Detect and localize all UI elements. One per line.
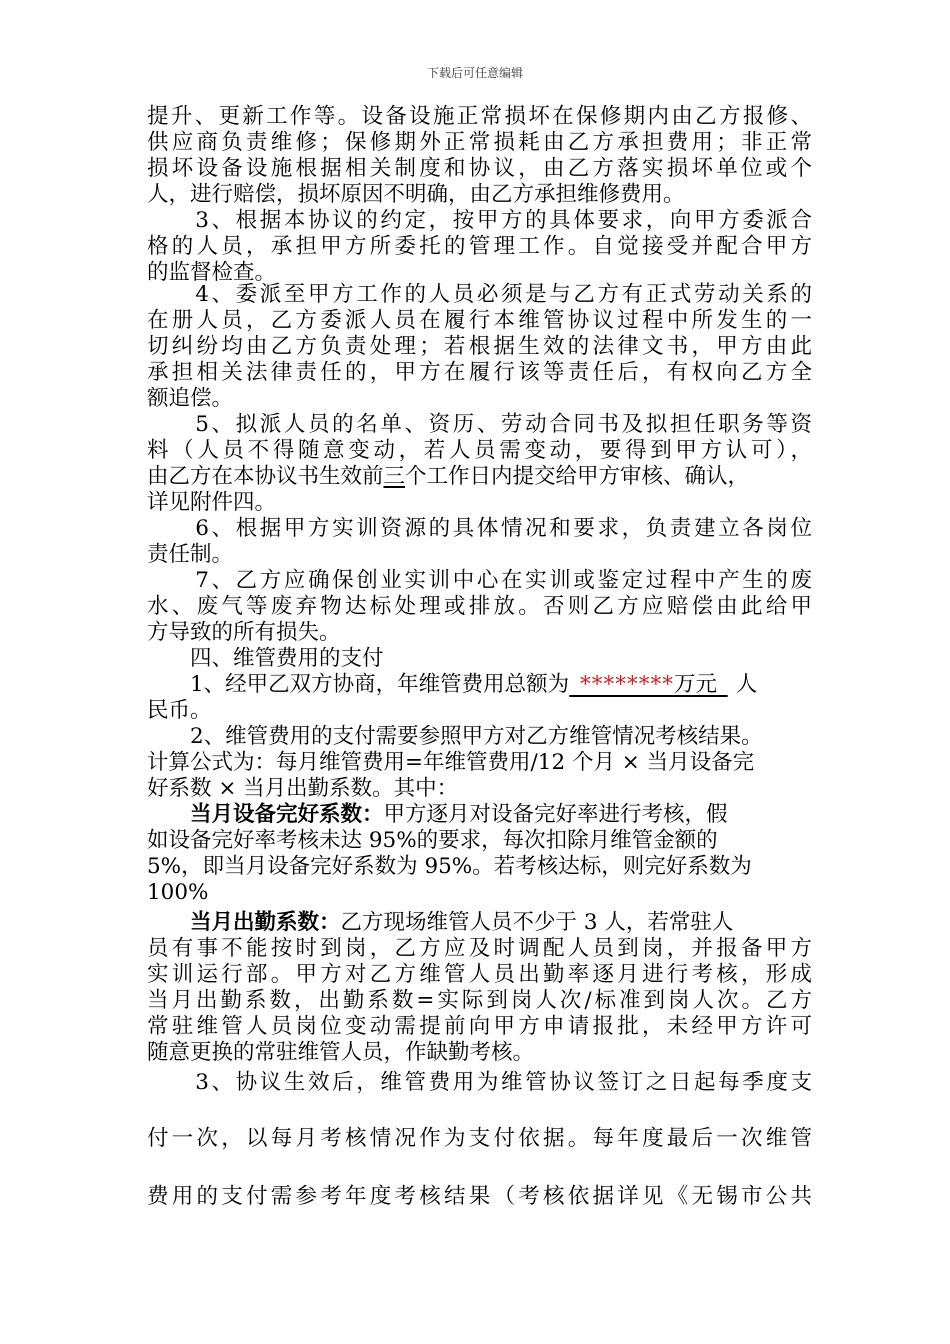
text-line: 供应商负责维修；保修期外正常损耗由乙方承担费用；非正常: [147, 130, 812, 155]
text-line: 6、根据甲方实训资源的具体情况和要求，负责建立各岗位: [147, 516, 812, 541]
text-line: 员有事不能按时到岗，乙方应及时调配人员到岗，并报备甲方: [147, 936, 812, 961]
text-line: 格的人员，承担甲方所委托的管理工作。自觉接受并配合甲方: [147, 234, 812, 259]
text-segment: 由乙方在本协议书生效前: [147, 464, 384, 489]
text-line: 4、委派至甲方工作的人员必须是与乙方有正式劳动关系的: [147, 282, 812, 307]
text-segment: 1、经甲乙双方协商，年维管费用总额为: [147, 672, 570, 697]
text-segment: 个工作日内提交给甲方审核、确认，: [405, 464, 750, 489]
text-line: 3、协议生效后，维管费用为维管协议签订之日起每季度支: [147, 1070, 812, 1095]
text-line: 随意更换的常驻维管人员，作缺勤考核。: [147, 1040, 535, 1065]
text-line: [147, 910, 812, 936]
text-line: 的监督检查。: [147, 260, 277, 285]
text-line: 费用的支付需参考年度考核结果（考核依据详见《无锡市公共: [147, 1184, 812, 1209]
text-line: 提升、更新工作等。设备设施正常损坏在保修期内由乙方报修、: [147, 104, 812, 129]
text-line: 2、维管费用的支付需要参照甲方对乙方维管情况考核结果。: [147, 724, 763, 749]
text-line: [147, 464, 812, 490]
text-line: 责任制。: [147, 542, 234, 567]
section-heading: 四、维管费用的支付: [147, 646, 384, 671]
text-line: 3、根据本协议的约定，按甲方的具体要求，向甲方委派合: [147, 208, 812, 233]
text-line: 在册人员，乙方委派人员在履行本维管协议过程中所发生的一: [147, 308, 812, 333]
bold-term: 当月设备完好系数：: [147, 802, 384, 827]
text-line: [147, 672, 812, 698]
text-line: 7、乙方应确保创业实训中心在实训或鉴定过程中产生的废: [147, 568, 812, 593]
amount-blank: [569, 672, 728, 697]
text-line: 详见附件四。: [147, 490, 277, 515]
text-line: 损坏设备设施根据相关制度和协议，由乙方落实损坏单位或个: [147, 156, 812, 181]
text-line: 如设备完好率考核未达 95%的要求，每次扣除月维管金额的: [147, 828, 718, 853]
text-line: 计算公式为：每月维管费用=年维管费用/12 个月 × 当月设备完: [147, 750, 755, 775]
underlined-number: 三: [383, 464, 406, 489]
text-segment: 甲方逐月对设备完好率进行考核，假: [383, 802, 728, 827]
text-line: 水、废气等废弃物达标处理或排放。否则乙方应赔偿由此给甲: [147, 594, 812, 619]
text-line: 常驻维管人员岗位变动需提前向甲方申请报批，未经甲方许可: [147, 1014, 812, 1039]
text-line: 实训运行部。甲方对乙方维管人员出勤率逐月进行考核，形成: [147, 962, 812, 987]
text-line: [147, 802, 812, 828]
text-line: 切纠纷均由乙方负责处理；若根据生效的法律文书，甲方由此: [147, 334, 812, 359]
amount-unit: 万元: [673, 672, 717, 697]
text-line: 人，进行赔偿，损坏原因不明确，由乙方承担维修费用。: [147, 182, 685, 207]
text-segment: 人: [735, 672, 758, 697]
text-line: 料（人员不得随意变动，若人员需变动，要得到甲方认可），: [147, 438, 812, 463]
text-line: 5%，即当月设备完好系数为 95%。若考核达标，则完好系数为: [147, 854, 752, 879]
text-line: 方导致的所有损失。: [147, 620, 341, 645]
text-segment: 乙方现场维管人员不少于 3 人，若常驻人: [340, 910, 734, 935]
text-line: 100%: [147, 880, 209, 905]
text-line: 5、拟派人员的名单、资历、劳动合同书及拟担任职务等资: [147, 412, 812, 437]
text-line: 额追偿。: [147, 386, 234, 411]
text-line: 承担相关法律责任的，甲方在履行该等责任后，有权向乙方全: [147, 360, 812, 385]
bold-term: 当月出勤系数：: [147, 910, 341, 935]
text-line: 当月出勤系数，出勤系数=实际到岗人次/标准到岗人次。乙方: [147, 988, 812, 1013]
text-line: 付一次，以每月考核情况作为支付依据。每年度最后一次维管: [147, 1126, 812, 1151]
page-header: 下载后可任意编辑: [426, 66, 523, 80]
text-line: 好系数 × 当月出勤系数。其中：: [147, 776, 459, 801]
text-line: 民币。: [147, 698, 212, 723]
masked-amount: ********: [579, 672, 674, 697]
